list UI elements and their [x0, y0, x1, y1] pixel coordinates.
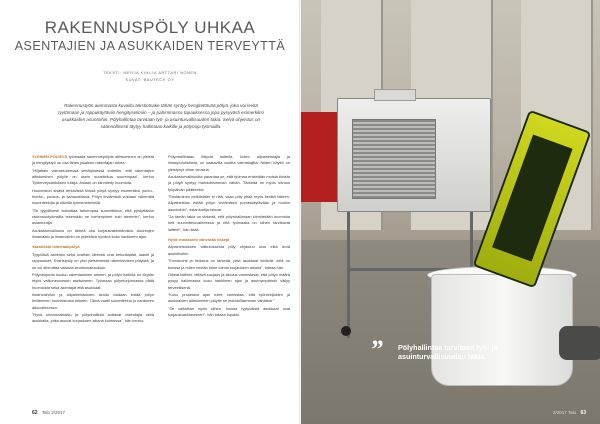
- photo-air-purifier: [337, 98, 491, 212]
- body-paragraph: [168, 244, 290, 257]
- body-paragraph: [32, 292, 154, 311]
- photo-machine-handle: [374, 89, 416, 101]
- body-column-1: [32, 154, 154, 404]
- photo-boot: [559, 326, 600, 360]
- paragraph-text: "Eristäminen pelkästään ei riitä, vaan pöly pitää myös kerätä talteen. Alipaineistus estää pölyn leviämisen porraskäytävään ja muihin asuntoihin", asiantuntija toteaa.: [168, 194, 290, 212]
- body-paragraph: [32, 188, 154, 207]
- byline: [0, 70, 300, 84]
- body-paragraph: [32, 168, 154, 187]
- paragraph-lead-in: YLEINEN PÖLIEVÄ: [32, 154, 69, 159]
- left-folio: [32, 410, 65, 416]
- article-title: RAKENNUSPÖLY UHKAA: [44, 18, 256, 37]
- body-paragraph: [168, 306, 290, 319]
- photo-machine-vent: [352, 119, 436, 199]
- photo-bucket: [431, 274, 573, 386]
- paragraph-text: Oikeat laitteet, riittävä suojaus ja siivous varmistavat, että pölyn määrä pysyy hallinnassa koko hankkeen ajan ja asuinympäristö säilyy terveellisenä.: [168, 271, 290, 290]
- body-columns: [32, 154, 292, 404]
- body-paragraph: [32, 252, 154, 271]
- paragraph-text: Pölynhallintaan liittyviä laitteita, kuten alipaineistajia ja ilmanpuhdistimia, on saatavilla useilta valmistajilta. Niiden käyttö on yleistynyt viime vuosina.: [168, 154, 290, 172]
- paragraph-text: Pölyntorjunta kuuluu rakentamisen arkeen, ja pölyn hallinta on kirjattu myös valtioneuvoston asetukseen. Työmaan pölyntorjunnassa pitää huomioida sekä asentajat että asukkaat.: [32, 271, 154, 290]
- paragraph-text: "Se tyypillisesti tarkoittaa tarkempaa suunnittelua, että pystyttäisiin rakennustyömailla tekemään ne toimenpiteet kuin aiemmin", kertoo asiantuntija.: [32, 207, 154, 226]
- paragraph-text: Ilmanvaihdon ja alipaineistuksen avulla voidaan estää pölyn leviäminen huoneistosta toiseen. Tämä vaatii suunnittelua jo hankkeen alkuvaiheessa.: [32, 291, 154, 310]
- paragraph-text: Huoneiston sisällä tehtävissä töissä pölyä syntyy esimerkiksi purku-, hionta-, poraus- ja sahaustöissä. Pölyn leviämistä voidaan vähentää suunnittelulla ja oikeilla työmenetelmillä.: [32, 187, 154, 206]
- paragraph-text: Alipaineistuksen vaikutuksesta pöly ohjautuu ulos eikä leviä asuintiloihin.: [168, 244, 290, 256]
- paragraph-text: "Koko prosessin ajan tulee varmistaa, että työntekijöiden ja asukkaiden altistuminen pölylle on mahdollisimman vähäistä.": [168, 291, 290, 304]
- paragraph-text: "Ja tämän takia on tärkeää, että pölynhallintaan kiinnitetään huomiota heti suunnitteluvaiheessa ja että työmaalla on siihen tarvittavat laitteet", hän lisää.: [168, 214, 290, 232]
- byline-authors: TEKSTI: MERJA KIHLJA ARTTARI NONEN: [103, 71, 197, 75]
- paragraph-text: "Se vaikuttaa myös siihen, kuinka tyytyväisiä asukkaat ovat korjaushankkeeseen", hän toteaa lopuksi.: [168, 305, 290, 317]
- body-paragraph: [32, 208, 154, 227]
- paragraph-text: "Ennakointi ja tiedotus on tärkeää, jotta asukkaat tietävät, mitä on tulossa ja miten heidän tulee toimia korjauksen aikana", toteaa hän.: [168, 258, 290, 270]
- lead-paragraph: Rakennustyön aiemmasta kuvailtu tekstiotsake tähän syntyy hengitettävää pölyä, joka voi levitä tyytömaan ja rappukäytäviin hengityselimiin – ja pahimmassa tapauksessa jopa pysyvästi esimerkiksi asukkaiden asuntoihin. Pölyhallintaa tarvitaan työ- ja asuinturvallisuuden takia. Selvä ohjeistus on säännöllisesti täytyy hallintaan kaikille ja pölynoja työmailla.: [58, 103, 264, 129]
- body-column-2: [168, 154, 290, 404]
- byline-photos: KUVAT: BAUTECH OY: [125, 78, 175, 82]
- body-paragraph: [32, 272, 154, 291]
- paragraph-text: Asukasturvallisuutta parantaa se, että työmaa eristetään muista tiloista ja pölyä syntyy mahdollisimman vähän. Tärkeää on myös siivous työpäivän päätteeksi.: [168, 174, 290, 192]
- body-paragraph: [168, 272, 290, 291]
- pull-quote: Pölyhallintaa tarvitaan työ- ja asuinturvallisuuden takia.: [398, 343, 498, 361]
- page-number-left: 62: [32, 410, 38, 416]
- right-folio: [553, 410, 586, 416]
- photo-wheel: [341, 326, 351, 336]
- photo-red-unit: [301, 112, 341, 202]
- body-paragraph: [168, 194, 290, 213]
- body-paragraph: [168, 292, 290, 305]
- page-number-right: 63: [580, 410, 586, 416]
- section-heading: Hyvä ennakointi vähentää riskejä: [168, 237, 230, 243]
- paragraph-text: Asukasturvallisuus on tärkeä osa korjausrakentamista. Asuntojen ilmanlaatu ja ilmanvaihto on pidettävä hyvänä koko hankkeen ajan.: [32, 227, 154, 240]
- paragraph-text: "Hyvä siivousratkaisu ja pölynhallinta auttavat rakentajia sekä asukkaita, jotka asuvat korjauksen aikana kohteissa", hän kertoo.: [32, 311, 154, 324]
- magazine-name-right: 2/2017 Talo: [552, 410, 577, 415]
- body-paragraph: [168, 258, 290, 271]
- paragraph-text: "Hiljattain valmistuneessa selvityksessä todettiin, että rakentajien altistuminen pölylle on usein suositeltua suurempaa", kertoo Työterveyslaitoksen tutkija. Asiaan on kiinnitetty huomiota.: [32, 167, 154, 186]
- body-paragraph: [168, 154, 290, 173]
- pull-quote-mark: ”: [370, 335, 383, 364]
- body-paragraph: [32, 154, 154, 167]
- body-paragraph: [32, 312, 154, 325]
- magazine-name-left: Talo 2/2017: [41, 410, 66, 415]
- body-paragraph: [168, 174, 290, 193]
- article-subtitle: ASENTAJIEN JA ASUKKAIDEN TERVEYTTÄ: [14, 39, 286, 53]
- section-heading: Vaarallista mineraalipölyä: [32, 244, 80, 250]
- body-paragraph: [32, 228, 154, 241]
- body-paragraph: [168, 214, 290, 233]
- paragraph-text: työmaalla rakennuspölylle altistuminen on yleistä ja hengitystyö on osa lähes jokaisen rakentajan arkea.: [32, 154, 154, 166]
- paragraph-text: Tyypillisiä asbestin sekä kvartsin lähteitä ovat betonilaatat, laastit ja rappaukset. Kvartsipöly on yksi yleisimmistä rakentamisen pölyistä, ja se voi aiheuttaa vakavia keuhkosairauksia.: [32, 251, 154, 270]
